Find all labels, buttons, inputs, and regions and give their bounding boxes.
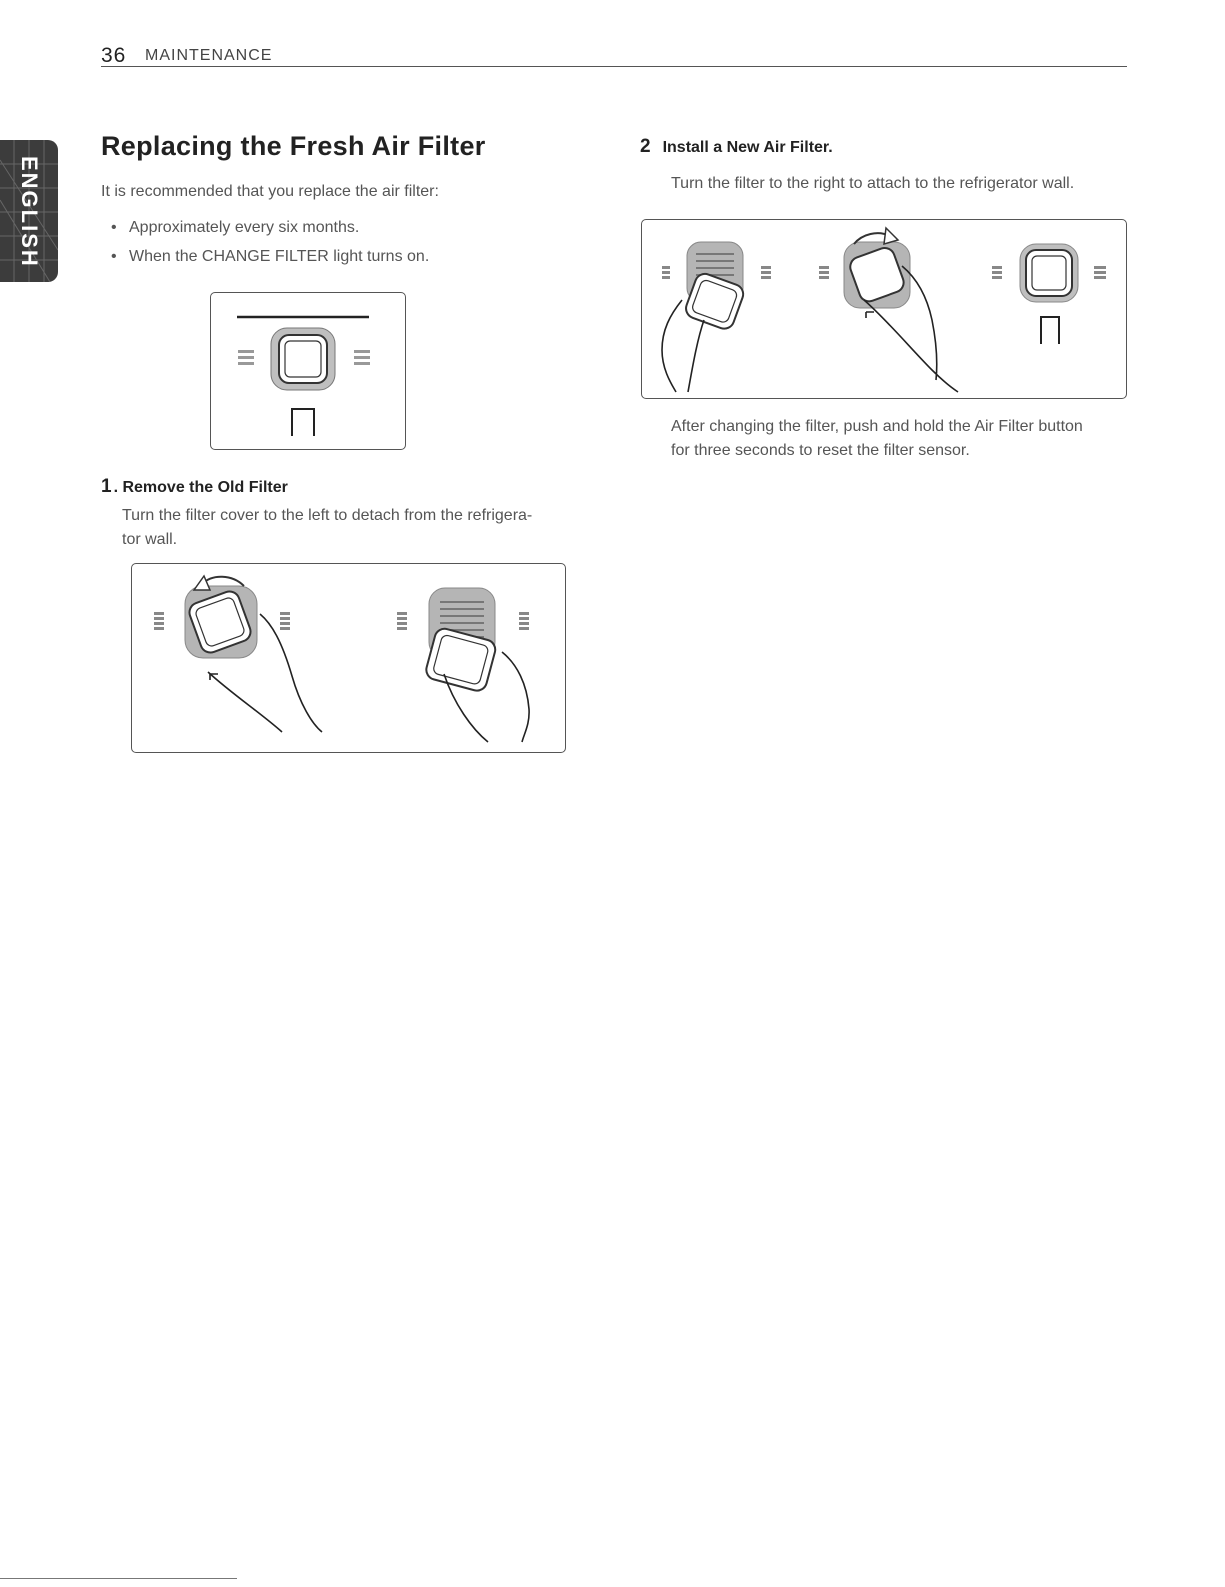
step2-title: 2 Install a New Air Filter.	[640, 136, 833, 157]
step2-text: Turn the filter to the right to attach to the refrigerator wall.	[671, 175, 1075, 192]
page-title: Replacing the Fresh Air Filter	[101, 131, 486, 161]
step1-text: Turn the filter cover to the left to detach from the refrigera- tor wall.	[122, 507, 533, 548]
list-item: • When the CHANGE FILTER light turns on.	[111, 248, 430, 265]
bullet-list	[111, 219, 429, 277]
install-filter-figure	[641, 219, 1127, 399]
list-item: • Approximately every six months.	[111, 219, 360, 236]
page-number: 36	[101, 44, 127, 67]
bottom-rule	[0, 1578, 237, 1579]
after-change-text: After changing the filter, push and hold the Air Filter button for three seconds to reset the filter sensor.	[671, 418, 1083, 459]
step1-title: 1 . Remove the Old Filter	[101, 476, 288, 497]
filter-panel-icon	[211, 293, 405, 449]
filter-panel-figure	[210, 292, 406, 450]
remove-filter-figure	[131, 563, 566, 753]
language-label: ENGLISH	[17, 156, 42, 268]
language-tab	[0, 140, 58, 282]
section-name: MAINTENANCE	[145, 47, 273, 64]
intro-text: It is recommended that you replace the air filter:	[101, 183, 439, 200]
install-filter-illustration	[642, 220, 1126, 398]
remove-filter-illustration	[132, 564, 565, 752]
page-header	[101, 44, 1127, 67]
